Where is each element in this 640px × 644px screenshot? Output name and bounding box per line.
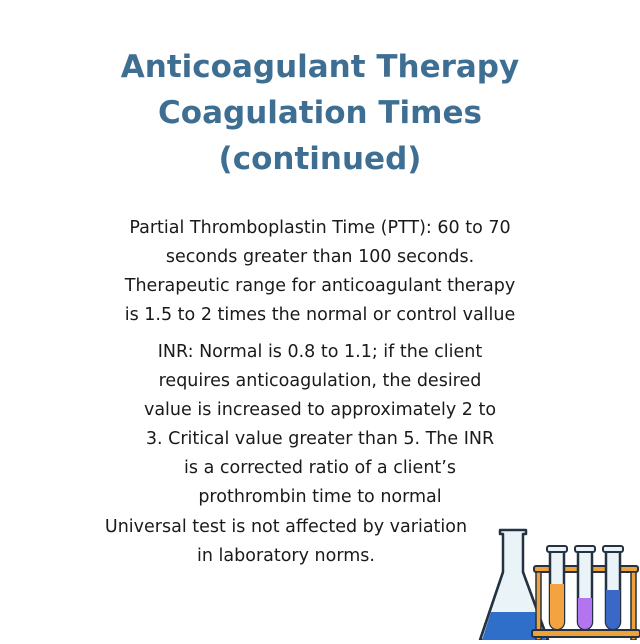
ptt-line-4: is 1.5 to 2 times the normal or control vallue <box>124 305 516 325</box>
universal-line-2: in laboratory norms. <box>197 546 375 566</box>
universal-paragraph <box>56 513 516 571</box>
inr-line-4: 3. Critical value greater than 5. The INR <box>145 429 495 449</box>
title-line-2: Coagulation Times <box>158 95 482 131</box>
lab-glassware-icon <box>478 520 640 644</box>
inr-paragraph <box>40 338 600 512</box>
inr-line-2: requires anticoagulation, the desired <box>158 371 482 391</box>
ptt-line-3: Therapeutic range for anticoagulant therapy <box>124 276 516 296</box>
inr-line-3: value is increased to approximately 2 to <box>143 400 497 420</box>
test-tube-purple-icon <box>575 546 595 629</box>
page-title <box>0 44 640 182</box>
ptt-line-2: seconds greater than 100 seconds. <box>165 247 475 267</box>
ptt-paragraph <box>60 214 580 330</box>
universal-line-1: Universal test is not affected by variation <box>104 517 468 537</box>
inr-line-5: is a corrected ratio of a client’s <box>184 458 456 478</box>
inr-line-1: INR: Normal is 0.8 to 1.1; if the client <box>157 342 483 362</box>
title-line-1: Anticoagulant Therapy <box>120 49 520 85</box>
title-line-3: (continued) <box>218 141 422 177</box>
inr-line-6: prothrombin time to normal <box>198 487 442 507</box>
ptt-line-1: Partial Thromboplastin Time (PTT): 60 to 70 <box>129 218 511 238</box>
test-tube-blue-icon <box>603 546 623 629</box>
test-tube-orange-icon <box>547 546 567 629</box>
